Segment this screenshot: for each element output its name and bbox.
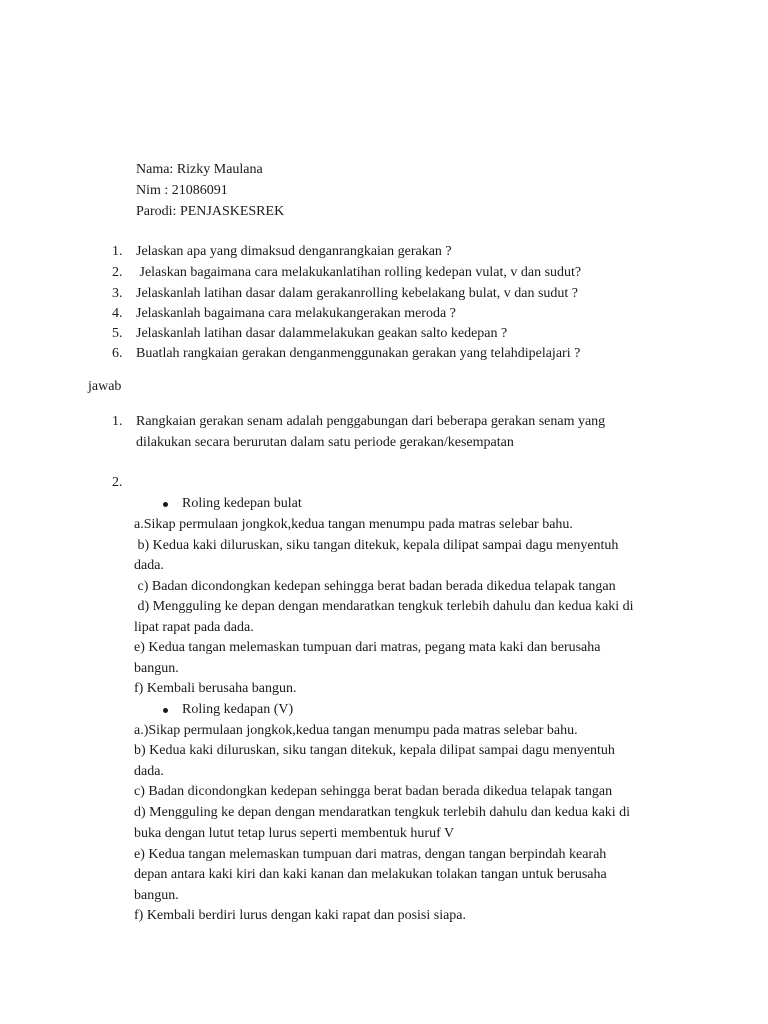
answer-text: dilakukan secara berurutan dalam satu periode gerakan/kesempatan — [136, 435, 514, 450]
step-text: dada. — [134, 764, 164, 779]
step-text: e) Kedua tangan melemaskan tumpuan dari matras, dengan tangan berpindah kearah — [134, 847, 607, 862]
step-text: dada. — [134, 558, 164, 573]
question-text: Jelaskan apa yang dimaksud denganrangkaian gerakan ? — [136, 244, 452, 259]
question-text: Jelaskan bagaimana cara melakukanlatihan rolling kedepan vulat, v dan sudut? — [136, 265, 582, 280]
question-text: Jelaskanlah bagaimana cara melakukangerakan meroda ? — [136, 306, 456, 321]
question-number: 3. — [112, 286, 123, 301]
step-text: a.)Sikap permulaan jongkok,kedua tangan menumpu pada matras selebar bahu. — [134, 723, 578, 738]
step-text: buka dengan lutut tetap lurus seperti membentuk huruf V — [134, 826, 455, 841]
answer-text: Rangkaian gerakan senam adalah penggabungan dari beberapa gerakan senam yang — [136, 414, 606, 429]
answer-number: 2. — [112, 475, 123, 490]
subsection-title: Roling kedapan (V) — [182, 702, 294, 717]
subsection-title: Roling kedepan bulat — [182, 496, 302, 511]
step-text: lipat rapat pada dada. — [134, 620, 254, 635]
step-text: c) Badan dicondongkan kedepan sehingga berat badan berada dikedua telapak tangan — [134, 579, 616, 594]
bullet-icon — [163, 502, 168, 507]
question-number: 1. — [112, 244, 123, 259]
study-program: Parodi: PENJASKESREK — [136, 204, 285, 219]
step-text: b) Kedua kaki diluruskan, siku tangan ditekuk, kepala dilipat sampai dagu menyentuh — [134, 538, 619, 553]
step-text: c) Badan dicondongkan kedepan sehingga berat badan berada dikedua telapak tangan — [134, 784, 613, 799]
question-text: Jelaskanlah latihan dasar dalam gerakanrolling kebelakang bulat, v dan sudut ? — [136, 286, 579, 301]
step-text: bangun. — [134, 888, 179, 903]
question-text: Jelaskanlah latihan dasar dalammelakukan geakan salto kedepan ? — [136, 326, 508, 341]
bullet-icon — [163, 708, 168, 713]
question-text: Buatlah rangkaian gerakan denganmenggunakan gerakan yang telahdipelajari ? — [136, 346, 581, 361]
question-number: 2. — [112, 265, 123, 280]
step-text: d) Mengguling ke depan dengan mendaratkan tengkuk terlebih dahulu dan kedua kaki di — [134, 599, 634, 614]
answer-heading: jawab — [88, 379, 122, 394]
step-text: d) Mengguling ke depan dengan mendaratkan tengkuk terlebih dahulu dan kedua kaki di — [134, 805, 631, 820]
step-text: b) Kedua kaki diluruskan, siku tangan ditekuk, kepala dilipat sampai dagu menyentuh — [134, 743, 615, 758]
step-text: depan antara kaki kiri dan kaki kanan dan melakukan tolakan tangan untuk berusaha — [134, 867, 607, 882]
step-text: f) Kembali berdiri lurus dengan kaki rapat dan posisi siapa. — [134, 908, 467, 923]
step-text: e) Kedua tangan melemaskan tumpuan dari matras, pegang mata kaki dan berusaha — [134, 640, 601, 655]
question-number: 5. — [112, 326, 123, 341]
step-text: a.Sikap permulaan jongkok,kedua tangan menumpu pada matras selebar bahu. — [134, 517, 573, 532]
step-text: bangun. — [134, 661, 179, 676]
student-name: Nama: Rizky Maulana — [136, 162, 263, 177]
question-number: 6. — [112, 346, 123, 361]
answer-number: 1. — [112, 414, 123, 429]
question-number: 4. — [112, 306, 123, 321]
step-text: f) Kembali berusaha bangun. — [134, 681, 297, 696]
student-nim: Nim : 21086091 — [136, 183, 228, 198]
